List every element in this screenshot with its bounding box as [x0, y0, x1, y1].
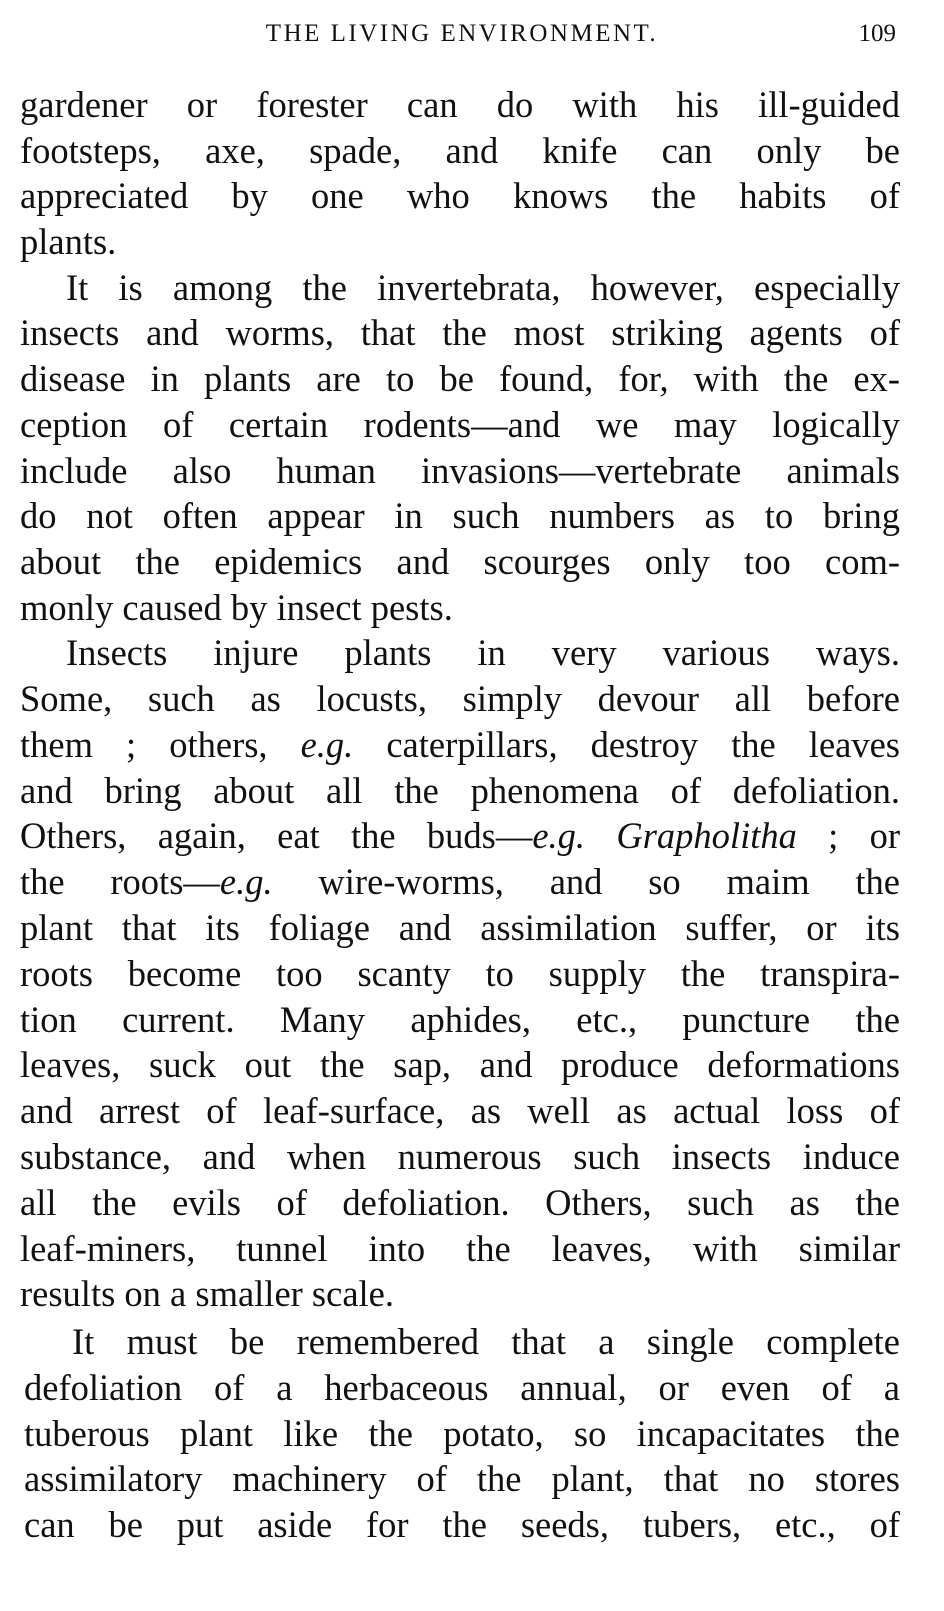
- text-run: ; or: [796, 815, 900, 857]
- text-line: tuberous plant like the potato, so incapacitates the: [24, 1412, 900, 1454]
- text-line: roots become too scanty to supply the transpira-: [20, 952, 900, 994]
- text-line: assimilatory machinery of the plant, that no stores: [24, 1458, 900, 1500]
- text-run: caterpillars, destroy the leaves: [353, 723, 901, 765]
- text-line: monly caused by insect pests.: [20, 586, 453, 628]
- text-line: Some, such as locusts, simply devour all before: [20, 678, 900, 720]
- italic-abbrev: e.g.: [300, 723, 354, 765]
- text-line: footsteps, axe, spade, and knife can only be: [20, 129, 900, 171]
- text-run: them ; others,: [20, 723, 301, 765]
- text-run: wire-worms, and so maim the: [272, 861, 900, 903]
- paragraph-4: [20, 1319, 900, 1547]
- body-text: [20, 82, 900, 1548]
- text-line: [20, 722, 900, 768]
- italic-genus-name: Grapholitha: [616, 815, 797, 857]
- text-run: the roots—: [20, 861, 220, 903]
- italic-abbrev: e.g.: [219, 861, 273, 903]
- text-line: defoliation of a herbaceous annual, or even of a: [24, 1366, 900, 1408]
- paragraph-2: [20, 265, 900, 631]
- text-line: can be put aside for the seeds, tubers, etc., of: [24, 1503, 900, 1545]
- text-line: results on a smaller scale.: [20, 1273, 395, 1315]
- text-line: ception of certain rodents—and we may logically: [20, 403, 900, 445]
- text-line: It must be remembered that a single complete: [72, 1321, 900, 1363]
- text-line: plant that its foliage and assimilation suffer, or its: [20, 907, 900, 949]
- text-line: [20, 813, 900, 859]
- page-header: [20, 14, 904, 54]
- paragraph-3: [20, 630, 900, 1317]
- text-line: gardener or forester can do with his ill-guided: [20, 84, 900, 125]
- text-line: about the epidemics and scourges only too com-: [20, 540, 900, 582]
- text-line: [20, 859, 900, 905]
- text-line: and bring about all the phenomena of defoliation.: [20, 769, 900, 811]
- paragraph-1: [20, 82, 900, 265]
- text-line: all the evils of defoliation. Others, such as the: [20, 1181, 900, 1223]
- text-run: Others, again, eat the buds—: [20, 815, 533, 857]
- page-number: 109: [858, 20, 896, 47]
- text-line: leaves, suck out the sap, and produce deformations: [20, 1044, 900, 1086]
- text-line: include also human invasions—vertebrate animals: [20, 449, 900, 491]
- text-line: Insects injure plants in very various ways.: [66, 632, 900, 674]
- text-line: leaf-miners, tunnel into the leaves, with similar: [20, 1227, 900, 1269]
- text-line: and arrest of leaf-surface, as well as actual loss of: [20, 1090, 900, 1132]
- text-line: do not often appear in such numbers as to bring: [20, 495, 900, 537]
- text-line: It is among the invertebrata, however, especially: [66, 266, 900, 308]
- running-head: THE LIVING ENVIRONMENT.: [265, 20, 659, 47]
- text-line: plants.: [20, 221, 117, 263]
- text-line: disease in plants are to be found, for, with the ex-: [20, 358, 900, 400]
- text-line: tion current. Many aphides, etc., puncture the: [20, 998, 900, 1040]
- text-line: insects and worms, that the most striking agents of: [20, 312, 900, 354]
- text-line: substance, and when numerous such insects induce: [20, 1136, 900, 1178]
- text-line: appreciated by one who knows the habits of: [20, 175, 900, 217]
- italic-abbrev: e.g.: [532, 815, 586, 857]
